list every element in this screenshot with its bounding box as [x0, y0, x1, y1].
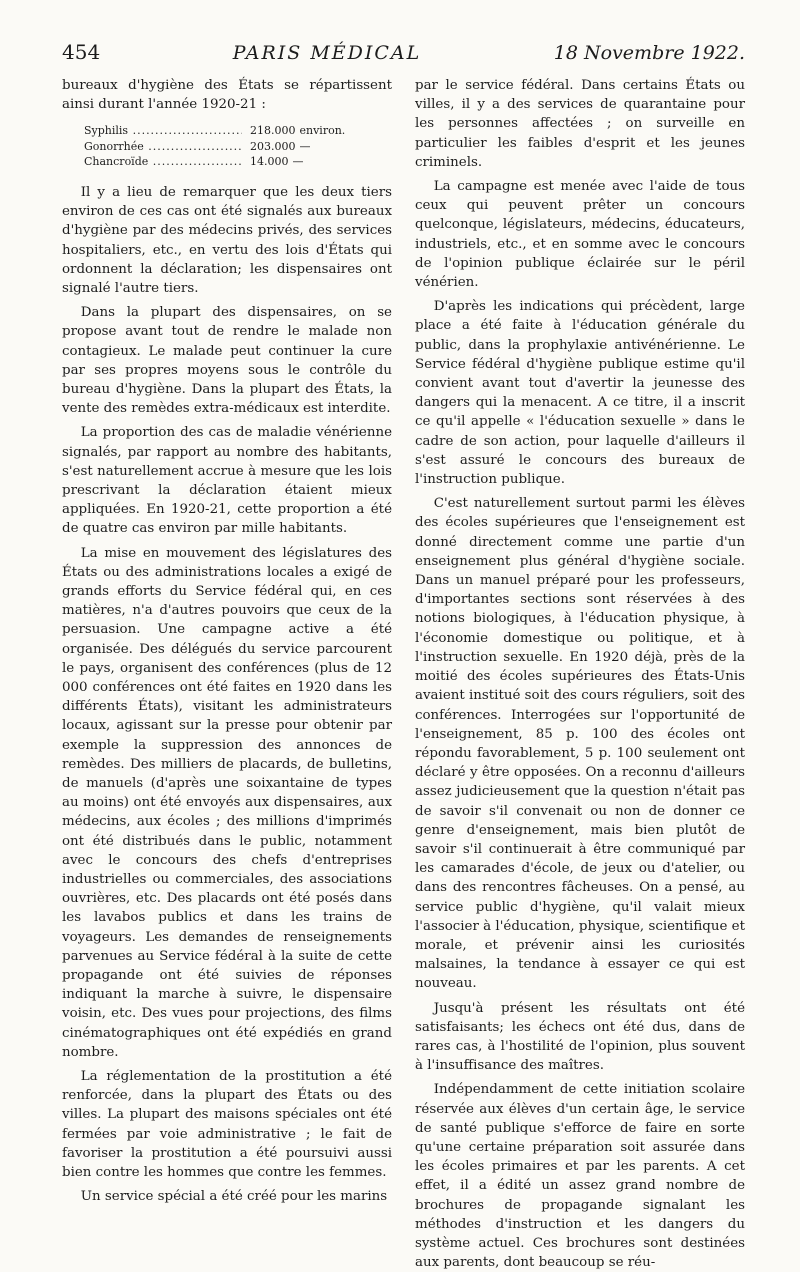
body-paragraph: Jusqu'à présent les résultats ont été satisfaisants; les échecs ont été dus, dans de rares cas, à l'hostilité de l'opinion, plus souvent à l'insuffisance des maîtres.	[415, 1000, 745, 1074]
body-paragraph: La réglementation de la prostitution a été renforcée, dans la plupart des États ou des villes. La plupart des maisons spéciales ont été fermées par voie administrative ; le fait de favoriser la prostitution a été poursuivi aussi bien contre les hommes que contre les femmes.	[62, 1069, 392, 1181]
stat-label: Syphilis .....	[84, 123, 242, 139]
body-paragraph: C'est naturellement surtout parmi les élèves des écoles supérieures que l'enseignement est donné directement comme une partie d'un enseignement plus général d'hygiène sociale. Dans un manuel préparé pour les professeurs, d'importantes sections sont réservées à des notions biologiques, à l'éducation physique, à l'économie domestique ou politique, et à l'instruction sexuelle. En 1920 déjà, près de la moitié des écoles supérieures des États-Unis avaient institué soit des cours réguliers, soit des conférences. Interrogées sur l'opportunité de l'enseignement, 85 p. 100 des écoles ont répondu favorablement, 5 p. 100 seulement ont déclaré y être opposées. On a reconnu d'ailleurs assez judicieusement que la question n'était pas de savoir s'il convenait ou non de donner ce genre d'enseignement, mais bien plutôt de savoir s'il continuerait à être communiqué par les camarades d'école, de jeux ou d'atelier, ou dans des rencontres fâcheuses. On a pensé, au service public d'hygiène, qu'il valait mieux l'associer à l'éducation, physique, scientifique et morale, et prévenir ainsi les curiosités malsaines, la tendance à essayer ce qui est nouveau.	[415, 496, 745, 992]
body-paragraph: La proportion des cas de maladie vénérienne signalés, par rapport au nombre des habitants, s'est naturellement accrue à mesure que les lois prescrivant la déclaration étaient mieux appliquées. En 1920-21, cette proportion a été de quatre cas environ par mille habitants.	[62, 425, 392, 537]
stat-value: 203.000	[250, 139, 296, 153]
body-paragraph: Il y a lieu de remarquer que les deux tiers environ de ces cas ont été signalés aux bureaux d'hygiène par des médecins privés, des services hospitaliers, etc., en vertu des lois d'États qui ordonnent la déclaration; les dispensaires ont signalé l'autre tiers.	[62, 184, 392, 296]
body-paragraph: Un service spécial a été créé pour les marins	[80, 1189, 388, 1205]
text-columns	[62, 76, 745, 1272]
stat-label: Chancroïde .....	[84, 154, 242, 170]
issue-date: 18 Novembre 1922.	[553, 42, 745, 64]
stat-value: 14.000	[250, 155, 289, 169]
stat-row	[84, 139, 392, 155]
stat-unit: —	[292, 155, 304, 169]
left-column	[62, 76, 392, 1272]
body-paragraph: D'après les indications qui précèdent, large place a été faite à l'éducation générale du public, dans la prophylaxie antivénérienne. Le Service fédéral d'hygiène publique estime qu'il convient avant tout d'avertir la jeunesse des dangers qui la menacent. A ce titre, il a inscrit ce qu'il appelle « l'éducation sexuelle » dans le cadre de son action, pour laquelle d'ailleurs il s'est assuré le concours des bureaux de l'instruction publique.	[415, 299, 745, 488]
page-number: 454	[62, 40, 101, 64]
running-header	[62, 40, 745, 76]
body-paragraph: Indépendamment de cette initiation scolaire réservée aux élèves d'un certain âge, le service de santé publique s'efforce de faire en sorte qu'une certaine préparation soit assurée dans les écoles primaires et par les parents. A cet effet, il a édité un assez grand nombre de brochures de propagande signalant les méthodes d'instruction et les dangers du système actuel. Ces brochures sont destinées aux parents, dont beaucoup se réu-	[415, 1082, 745, 1271]
intro-paragraph: bureaux d'hygiène des États se répartissent ainsi durant l'année 1920-21 :	[62, 78, 392, 113]
stat-row	[84, 154, 392, 170]
stat-label: Gonorrhée .....	[84, 139, 242, 155]
body-paragraph: La mise en mouvement des législatures des États ou des administrations locales a exigé de grands efforts du Service fédéral qui, en ces matières, n'a d'autres pouvoirs que ceux de la persuasion. Une campagne active a été organisée. Des délégués du service parcourent le pays, organisent des conférences (plus de 12 000 conférences ont été faites en 1920 dans les différents États), visitant les administrateurs locaux, agissant sur la presse pour obtenir par exemple la suppression des annonces de remèdes. Des milliers de placards, de bulletins, de manuels (d'après une soixantaine de types au moins) ont été envoyés aux dispensaires, aux médecins, aux écoles ; des millions d'imprimés ont été distribués dans le public, notamment avec le concours des chefs d'entreprises industrielles ou commerciales, des associations ouvrières, etc. Des placards ont été posés dans les lavabos publics et dans les trains de voyageurs. Les demandes de renseignements parvenues au Service fédéral à la suite de cette propagande ont été suivies de réponses indiquant la marche à suivre, le dispensaire voisin, etc. Des vues pour projections, des films cinématographiques ont été expédiés en grand nombre.	[62, 545, 392, 1060]
statistics-table	[84, 123, 392, 170]
journal-title: PARIS MÉDICAL	[232, 42, 422, 64]
stat-unit: —	[299, 139, 311, 153]
body-paragraph: La campagne est menée avec l'aide de tous ceux qui peuvent prêter un concours quelconque, législateurs, médecins, éducateurs, industriels, etc., et en somme avec le concours de l'opinion publique éclairée sur le péril vénérien.	[415, 179, 745, 291]
stat-unit: environ.	[299, 124, 346, 138]
stat-row	[84, 123, 392, 139]
continued-paragraph: par le service fédéral. Dans certains États ou villes, il y a des services de quarantaine pour les personnes affectées ; on surveille en particulier les faibles d'esprit et les jeunes criminels.	[415, 78, 745, 170]
stat-value: 218.000	[250, 124, 296, 138]
body-paragraph: Dans la plupart des dispensaires, on se propose avant tout de rendre le malade non contagieux. Le malade peut continuer la cure par ses propres moyens sous le contrôle du bureau d'hygiène. Dans la plupart des États, la vente des remèdes extra-médicaux est interdite.	[62, 305, 392, 417]
right-column	[415, 76, 745, 1272]
